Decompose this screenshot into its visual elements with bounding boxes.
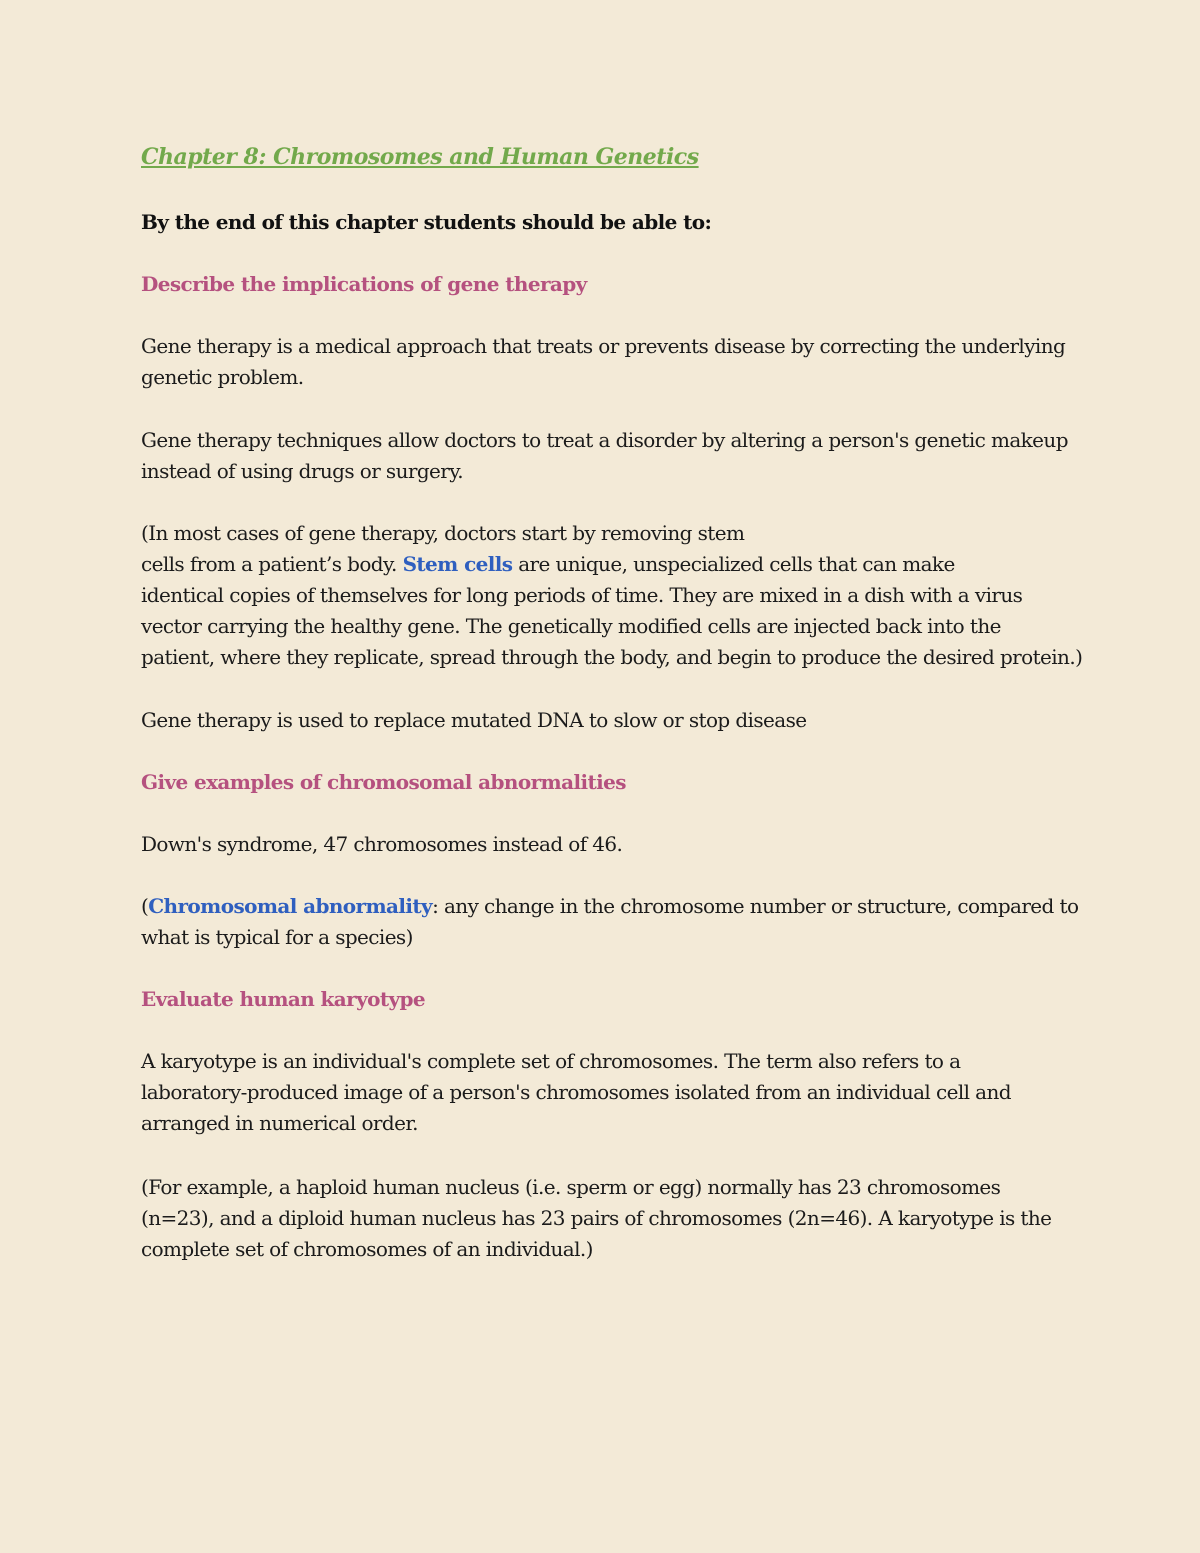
section-heading-karyotype: Evaluate human karyotype	[141, 987, 426, 1011]
text-line: instead of using drugs or surgery.	[141, 459, 464, 483]
term-stem-cells: Stem cells	[402, 552, 513, 576]
text-line: identical copies of themselves for long periods of time. They are mixed in a dish with a virus	[141, 583, 1023, 607]
paragraph: Gene therapy is used to replace mutated DNA to slow or stop disease	[141, 708, 807, 732]
text-line: laboratory-produced image of a person's chromosomes isolated from an individual cell and	[141, 1080, 1011, 1104]
text-segment: : any change in the chromosome number or structure, compared to	[432, 894, 1079, 918]
text-line: Gene therapy is a medical approach that treats or prevents disease by correcting the underlying	[141, 334, 1066, 358]
text-line: arranged in numerical order.	[141, 1111, 418, 1135]
term-chromosomal-abnormality: Chromosomal abnormality	[148, 894, 433, 918]
text-line: (In most cases of gene therapy, doctors start by removing stem	[141, 521, 745, 545]
text-line: (For example, a haploid human nucleus (i.e. sperm or egg) normally has 23 chromosomes	[141, 1175, 1001, 1199]
paragraph	[141, 891, 1081, 953]
section-heading-chromosomal-abnormalities: Give examples of chromosomal abnormalities	[141, 770, 626, 794]
paragraph	[141, 518, 1081, 673]
text-segment: are unique, unspecialized cells that can make	[512, 552, 955, 576]
text-line: complete set of chromosomes of an individual.)	[141, 1237, 593, 1261]
text-line: A karyotype is an individual's complete set of chromosomes. The term also refers to a	[141, 1049, 961, 1073]
text-line	[141, 549, 1081, 580]
paragraph	[141, 1046, 1081, 1139]
text-segment: (	[141, 894, 149, 918]
text-line: vector carrying the healthy gene. The genetically modified cells are injected back into the	[141, 614, 1001, 638]
text-segment: cells from a patient’s body.	[141, 552, 403, 576]
paragraph	[141, 331, 1081, 393]
paragraph: Down's syndrome, 47 chromosomes instead of 46.	[141, 832, 623, 856]
text-line: what is typical for a species)	[141, 925, 413, 949]
intro-text: By the end of this chapter students should be able to:	[141, 210, 712, 234]
text-line: genetic problem.	[141, 365, 304, 389]
text-line: patient, where they replicate, spread through the body, and begin to produce the desired protein.)	[141, 645, 1083, 669]
section-heading-gene-therapy: Describe the implications of gene therapy	[141, 272, 587, 296]
text-line: Gene therapy techniques allow doctors to treat a disorder by altering a person's genetic makeup	[141, 428, 1068, 452]
paragraph	[141, 425, 1081, 487]
chapter-title: Chapter 8: Chromosomes and Human Genetics	[141, 144, 699, 170]
text-line: (n=23), and a diploid human nucleus has 23 pairs of chromosomes (2n=46). A karyotype is the	[141, 1206, 1052, 1230]
paragraph	[141, 1172, 1081, 1265]
text-line	[141, 891, 1081, 922]
